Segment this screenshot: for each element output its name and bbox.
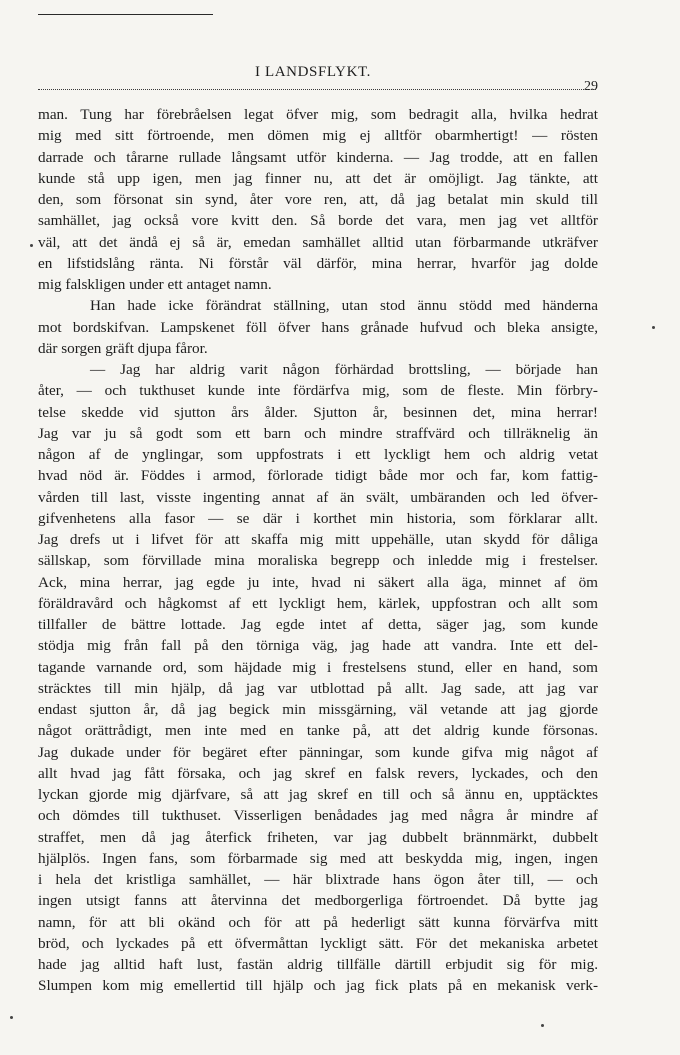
text-line: bröd, och lyckades på ett öfvermåttan lyckligt sätt. För det mekaniska arbetet — [38, 934, 598, 952]
text-line: mot bordskifvan. Lampskenet föll öfver hans grånade hufvud och bleka ansigte, — [38, 318, 598, 336]
text-line: Slumpen kom mig emellertid till hjälp och jag fick plats på en mekanisk verk- — [38, 977, 598, 995]
text-line: namn, för att bli okänd och för att på hederligt sätt kunna förvärfva mitt — [38, 913, 598, 931]
text-line: darrade och tårarne rullade långsamt utför kinderna. — Jag trodde, att en fallen — [38, 148, 598, 166]
text-line: Jag dukade under för begäret efter pänningar, som kunde gifva mig något af — [38, 743, 598, 761]
text-line: i hela det kristliga samhället, — här blixtrade hans ögon åter till, — och — [38, 871, 598, 888]
text-line: hvad nöd är. Föddes i armod, förlorade tidigt både mor och far, kom fattig- — [38, 467, 598, 485]
text-line: samhället, jag också vore kvitt den. Så borde det vara, men jag vet alltför — [38, 212, 598, 230]
text-line: Jag var ju så godt som ett barn och mindre straffvärd och tillräknelig än — [38, 424, 598, 442]
text-line: något orättrådigt, men inte med en tanke på, att det aldrig kunde försonas. — [38, 722, 598, 740]
text-line: tillfaller de bättre lottade. Jag egde intet af detta, säger jag, som kunde — [38, 616, 598, 633]
body-text — [38, 104, 598, 997]
text-line: åter, — och tukthuset kunde inte fördärfva mig, som de fleste. Min förbry- — [38, 382, 598, 400]
text-line: sällskap, som förvillade mina moraliska begrepp och inledde mig i frestelser. — [38, 552, 598, 570]
text-line: föräldravård och hågkomst af ett lyckligt hem, kärlek, uppfostran och allt som — [38, 594, 598, 612]
text-line: där sorgen gräft djupa fåror. — [38, 339, 208, 357]
text-line: gifvenhetens alla fasor — se där i korthet min historia, som förklarar allt. — [38, 509, 598, 527]
paper-speck — [652, 326, 655, 329]
paper-speck — [10, 1016, 13, 1019]
page-number: 29 — [584, 79, 598, 94]
text-line: Jag drefs ut i lifvet för att skaffa mig mitt uppehälle, utan skydd för dåliga — [38, 531, 598, 548]
text-line: hade jag alltid haft lust, fastän aldrig tillfälle därtill erbjudit sig för mig. — [38, 956, 598, 973]
text-line: vården till last, visste ingenting annat af än svält, umbäranden och led öfver- — [38, 488, 598, 506]
text-line: mig falskligen under ett antaget namn. — [38, 276, 272, 293]
text-line: ingen utsigt fanns att återvinna det medborgerliga förtroendet. Då bytte jag — [38, 892, 598, 910]
text-line: lyckan gjorde mig djärfvare, så att jag skref en till och så ännu en, upptäcktes — [38, 786, 598, 803]
text-line: och dömdes till tukthuset. Visserligen benådades jag med några år mindre af — [38, 807, 598, 825]
paper-speck — [541, 1024, 544, 1027]
text-line: — Jag har aldrig varit någon förhärdad brottsling, — började han — [90, 361, 598, 378]
text-line: kunde stå upp igen, men jag finner nu, att det är omöjligt. Jag tänkte, att — [38, 169, 598, 187]
text-line: telse skedde vid sjutton års ålder. Sjutton år, besinnen det, mina herrar! — [38, 403, 598, 421]
text-line: väl, att det ändå ej så är, emedan samhället alltid utan förbarmande utkräfver — [38, 233, 598, 251]
text-line: Han hade icke förändrat ställning, utan stod ännu stödd med händerna — [90, 297, 598, 315]
text-line: en lifstidslång ränta. Ni förstår väl därför, mina herrar, hvarför jag dolde — [38, 254, 598, 272]
text-line: allt hvad jag fått försaka, och jag skref en falsk revers, lyckades, och den — [38, 764, 598, 782]
text-line: endast sjutton år, då jag begick min missgärning, väl vetande att jag gjorde — [38, 701, 598, 718]
text-line: tagande varnande ord, som häjdade mig i frestelsens stund, eller en hand, som — [38, 658, 598, 676]
text-line: Ack, mina herrar, jag egde ju inte, hvad ni säkert alla äga, minnet af öm — [38, 573, 598, 591]
text-line: hjälplös. Ingen fans, som förbarmade sig med att beskydda mig, ingen, ingen — [38, 849, 598, 867]
text-line: man. Tung har förebråelsen legat öfver mig, som bedragit alla, hvilka hedrat — [38, 106, 598, 123]
text-line: någon af de ynglingar, som uppfostrats i ett lyckligt hem och aldrig vetat — [38, 446, 598, 463]
paper-speck — [30, 244, 33, 247]
text-line: sträcktes till min hjälp, då jag var utblottad på allt. Jag sade, att jag var — [38, 679, 598, 697]
header-dotted-rule — [38, 89, 596, 90]
text-line: den, som försonat sin synd, åter vore ren, att, då jag betalat min skuld till — [38, 191, 598, 208]
text-line: straffet, men då jag återfick friheten, var jag dubbelt brännmärkt, dubbelt — [38, 828, 598, 846]
top-edge-rule — [38, 14, 213, 15]
text-line: stödja mig från fall på den törniga väg, jag hade att vandra. Inte ett del- — [38, 637, 598, 655]
text-line: mig med sitt förtroende, men dömen mig ej alltför obarmhertigt! — rösten — [38, 127, 598, 145]
running-head: I LANDSFLYKT. — [255, 64, 372, 80]
